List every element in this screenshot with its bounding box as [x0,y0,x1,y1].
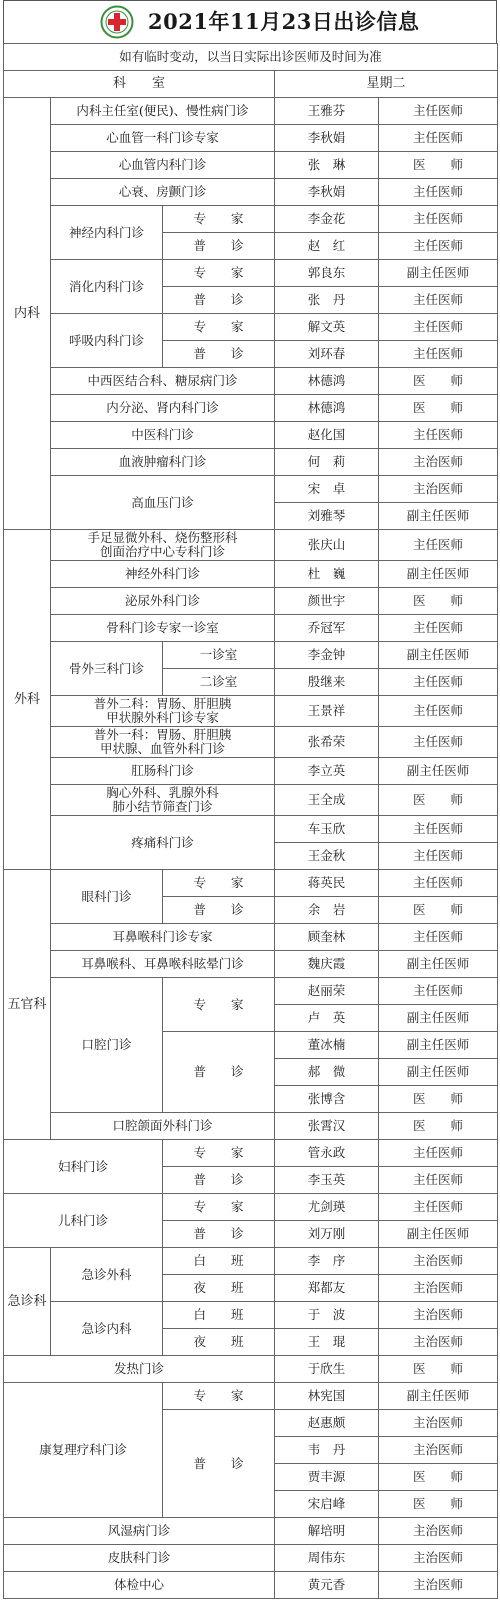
doctor-title: 主任医师 [379,669,498,696]
doctor-title: 主任医师 [379,98,498,125]
category-label: 内科 [4,98,51,530]
doctor-name: 林德鸿 [275,368,379,395]
notice-row [4,44,498,71]
doctor-title: 副主任医师 [379,951,498,978]
doctor-title: 副主任医师 [379,758,498,785]
doctor-title: 主任医师 [379,727,498,758]
table-row [4,125,498,152]
clinic-type: 专 家 [163,1383,275,1410]
doctor-title: 主任医师 [379,1194,498,1221]
doctor-name: 李金钟 [275,642,379,669]
shift-label: 夜 班 [163,1275,275,1302]
doctor-name: 顾奎林 [275,924,379,951]
table-row [4,1545,498,1572]
doctor-title: 副主任医师 [379,1005,498,1032]
doctor-title: 医 师 [379,1356,498,1383]
doctor-name: 于欣生 [275,1356,379,1383]
doctor-title: 主任医师 [379,287,498,314]
table-row [4,816,498,843]
dept-name: 心血管内科门诊 [51,152,275,179]
dept-name: 皮肤科门诊 [4,1545,275,1572]
table-row [4,260,498,287]
doctor-title: 主治医师 [379,1518,498,1545]
doctor-title: 医 师 [379,785,498,816]
clinic-type: 专 家 [163,1140,275,1167]
dept-name: 血液肿瘤科门诊 [51,449,275,476]
clinic-type: 专 家 [163,314,275,341]
doctor-title: 主治医师 [379,1572,498,1599]
doctor-title: 主任医师 [379,924,498,951]
table-row [4,951,498,978]
table-row [4,449,498,476]
doctor-name: 李立英 [275,758,379,785]
table-row [4,98,498,125]
doctor-name: 张 丹 [275,287,379,314]
table-row [4,1356,498,1383]
clinic-room: 一诊室 [163,642,275,669]
doctor-name: 刘环春 [275,341,379,368]
table-row [4,924,498,951]
doctor-title: 医 师 [379,897,498,924]
clinic-type: 专 家 [163,1194,275,1221]
table-row [4,179,498,206]
table-row [4,1302,498,1329]
doctor-title: 主治医师 [379,449,498,476]
schedule-sheet [3,0,497,1599]
dept-name: 儿科门诊 [4,1194,163,1248]
dept-name: 消化内科门诊 [51,260,163,314]
doctor-name: 车玉欣 [275,816,379,843]
dept-name: 康复理疗科门诊 [4,1383,163,1518]
doctor-name: 卢 英 [275,1005,379,1032]
shift-label: 白 班 [163,1248,275,1275]
page-title: 2021年11月23日出诊信息 [148,9,420,34]
doctor-name: 于 波 [275,1302,379,1329]
doctor-title: 主任医师 [379,843,498,870]
dept-name: 泌尿外科门诊 [51,588,275,615]
doctor-name: 王 琨 [275,1329,379,1356]
table-row [4,1194,498,1221]
dept-name-line1: 普外一科：胃肠、肝胆胰 [93,727,232,742]
doctor-name: 林宪国 [275,1383,379,1410]
doctor-name: 赵 红 [275,233,379,260]
doctor-title: 主任医师 [379,978,498,1005]
doctor-title: 主任医师 [379,206,498,233]
doctor-title: 主治医师 [379,1437,498,1464]
shift-label: 夜 班 [163,1329,275,1356]
doctor-name: 林德鸿 [275,395,379,422]
doctor-title: 主任医师 [379,870,498,897]
doctor-name: 解培明 [275,1518,379,1545]
doctor-name: 贾丰源 [275,1464,379,1491]
table-row [4,785,498,816]
doctor-name: 王全成 [275,785,379,816]
doctor-name: 魏庆霞 [275,951,379,978]
dept-name: 神经内科门诊 [51,206,163,260]
doctor-title: 主任医师 [379,233,498,260]
doctor-name: 郑都友 [275,1275,379,1302]
dept-name: 骨外三科门诊 [51,642,163,696]
doctor-title: 主治医师 [379,1329,498,1356]
dept-name: 急诊内科 [51,1302,163,1356]
dept-name: 心血管一科门诊专家 [51,125,275,152]
column-header-dept: 科 室 [4,71,275,98]
doctor-title: 主治医师 [379,1545,498,1572]
shift-label: 白 班 [163,1302,275,1329]
doctor-name: 赵化国 [275,422,379,449]
doctor-name: 杜 巍 [275,561,379,588]
doctor-name: 颜世宇 [275,588,379,615]
doctor-name: 赵惠颇 [275,1410,379,1437]
doctor-title: 副主任医师 [379,260,498,287]
dept-name-line2: 创面治疗中心专科门诊 [99,544,225,559]
doctor-title: 主任医师 [379,125,498,152]
dept-name: 体检中心 [4,1572,275,1599]
doctor-name: 刘雅琴 [275,503,379,530]
dept-name: 神经外科门诊 [51,561,275,588]
dept-name-line1: 胸心外科、乳腺外科 [106,785,219,800]
table-row [4,727,498,758]
table-row [4,314,498,341]
dept-name: 发热门诊 [4,1356,275,1383]
doctor-title: 主任医师 [379,615,498,642]
doctor-title: 主任医师 [379,1140,498,1167]
dept-name: 中医科门诊 [51,422,275,449]
doctor-name: 张霄汉 [275,1113,379,1140]
table-row [4,696,498,727]
table-row [4,978,498,1005]
schedule-table [3,43,498,1599]
category-label: 外科 [4,530,51,870]
doctor-name: 尤剑瑛 [275,1194,379,1221]
column-header-row [4,71,498,98]
dept-name: 骨科门诊专家一诊室 [51,615,275,642]
notice-text: 如有临时变动，以当日实际出诊医师及时间为准 [4,44,498,71]
dept-name [51,785,275,816]
table-row [4,758,498,785]
table-row [4,561,498,588]
category-label: 五官科 [4,870,51,1140]
clinic-type: 专 家 [163,978,275,1032]
dept-name-line2: 肺小结节筛查门诊 [112,799,213,814]
doctor-title: 副主任医师 [379,561,498,588]
doctor-title: 副主任医师 [379,1221,498,1248]
doctor-title: 主任医师 [379,179,498,206]
doctor-title: 医 师 [379,1086,498,1113]
table-row [4,1140,498,1167]
doctor-title: 医 师 [379,1464,498,1491]
doctor-name: 郭良东 [275,260,379,287]
doctor-title: 副主任医师 [379,1383,498,1410]
doctor-title: 主治医师 [379,476,498,503]
doctor-name: 董冰楠 [275,1032,379,1059]
clinic-type: 普 诊 [163,1167,275,1194]
doctor-name: 解文英 [275,314,379,341]
dept-name: 耳鼻喉科、耳鼻喉科眩晕门诊 [51,951,275,978]
dept-name: 内科主任室(便民)、慢性病门诊 [51,98,275,125]
dept-name: 耳鼻喉科门诊专家 [51,924,275,951]
table-row [4,422,498,449]
doctor-name: 乔冠军 [275,615,379,642]
doctor-name: 刘万刚 [275,1221,379,1248]
doctor-title: 主治医师 [379,1275,498,1302]
clinic-type: 普 诊 [163,233,275,260]
clinic-type: 普 诊 [163,341,275,368]
doctor-name: 张 琳 [275,152,379,179]
dept-name-line2: 甲状腺、血管外科门诊 [99,741,225,756]
clinic-type: 普 诊 [163,1410,275,1518]
table-row [4,1518,498,1545]
dept-name: 内分泌、肾内科门诊 [51,395,275,422]
doctor-title: 主任医师 [379,314,498,341]
doctor-title: 医 师 [379,1491,498,1518]
dept-name: 中西医结合科、糖尿病门诊 [51,368,275,395]
doctor-name: 李玉英 [275,1167,379,1194]
dept-name: 高血压门诊 [51,476,275,530]
dept-name-line2: 甲状腺外科门诊专家 [106,710,219,725]
doctor-title: 医 师 [379,395,498,422]
doctor-title: 主任医师 [379,341,498,368]
table-row [4,152,498,179]
dept-name: 肛肠科门诊 [51,758,275,785]
doctor-name: 周伟东 [275,1545,379,1572]
doctor-name: 殷继来 [275,669,379,696]
doctor-title: 医 师 [379,152,498,179]
doctor-name: 郝 微 [275,1059,379,1086]
doctor-name: 王金秋 [275,843,379,870]
doctor-name: 张博含 [275,1086,379,1113]
doctor-name: 宋启峰 [275,1491,379,1518]
doctor-name: 王景祥 [275,696,379,727]
table-row [4,1383,498,1410]
doctor-name: 李秋娟 [275,125,379,152]
doctor-name: 蒋英民 [275,870,379,897]
dept-name: 妇科门诊 [4,1140,163,1194]
doctor-name: 张庆山 [275,530,379,561]
doctor-title: 副主任医师 [379,1032,498,1059]
clinic-room: 二诊室 [163,669,275,696]
doctor-name: 李 序 [275,1248,379,1275]
doctor-name: 余 岩 [275,897,379,924]
table-row [4,476,498,503]
doctor-name: 李秋娟 [275,179,379,206]
clinic-type: 普 诊 [163,1032,275,1113]
doctor-name: 宋 卓 [275,476,379,503]
doctor-title: 医 师 [379,1113,498,1140]
dept-name-line1: 普外二科：胃肠、肝胆胰 [93,696,232,711]
clinic-type: 普 诊 [163,897,275,924]
doctor-title: 副主任医师 [379,503,498,530]
doctor-title: 医 师 [379,368,498,395]
clinic-type: 普 诊 [163,287,275,314]
dept-name [51,696,275,727]
doctor-name: 韦 丹 [275,1437,379,1464]
clinic-type: 专 家 [163,260,275,287]
clinic-type: 专 家 [163,870,275,897]
dept-name-line1: 手足显微外科、烧伤整形科 [87,530,238,545]
doctor-name: 赵丽荣 [275,978,379,1005]
doctor-name: 李金花 [275,206,379,233]
table-row [4,206,498,233]
doctor-title: 主治医师 [379,1248,498,1275]
dept-name: 风湿病门诊 [4,1518,275,1545]
doctor-name: 何 莉 [275,449,379,476]
doctor-title: 主治医师 [379,1410,498,1437]
doctor-title: 主治医师 [379,1302,498,1329]
dept-name: 心衰、房颤门诊 [51,179,275,206]
clinic-type: 专 家 [163,206,275,233]
dept-name: 疼痛科门诊 [51,816,275,870]
doctor-title: 主任医师 [379,1167,498,1194]
doctor-title: 主任医师 [379,422,498,449]
dept-name: 口腔门诊 [51,978,163,1113]
doctor-title: 医 师 [379,588,498,615]
table-row [4,1572,498,1599]
dept-name: 急诊外科 [51,1248,163,1302]
doctor-name: 黄元香 [275,1572,379,1599]
table-row [4,368,498,395]
clinic-type: 普 诊 [163,1221,275,1248]
doctor-title: 主任医师 [379,696,498,727]
hospital-logo-icon [100,5,134,39]
dept-name: 呼吸内科门诊 [51,314,163,368]
table-row [4,588,498,615]
table-row [4,642,498,669]
doctor-title: 主任医师 [379,530,498,561]
doctor-name: 管永政 [275,1140,379,1167]
table-row [4,870,498,897]
doctor-title: 主任医师 [379,816,498,843]
column-header-tuesday: 星期二 [275,71,498,98]
table-row [4,1113,498,1140]
table-row [4,530,498,561]
dept-name: 口腔颌面外科门诊 [51,1113,275,1140]
doctor-name: 王雅芬 [275,98,379,125]
dept-name: 眼科门诊 [51,870,163,924]
header-bar [3,0,497,43]
table-row [4,615,498,642]
doctor-name: 张希荣 [275,727,379,758]
dept-name [51,727,275,758]
category-label: 急诊科 [4,1248,51,1356]
dept-name [51,530,275,561]
table-row [4,395,498,422]
doctor-title: 副主任医师 [379,1059,498,1086]
doctor-title: 副主任医师 [379,642,498,669]
table-row [4,1248,498,1275]
